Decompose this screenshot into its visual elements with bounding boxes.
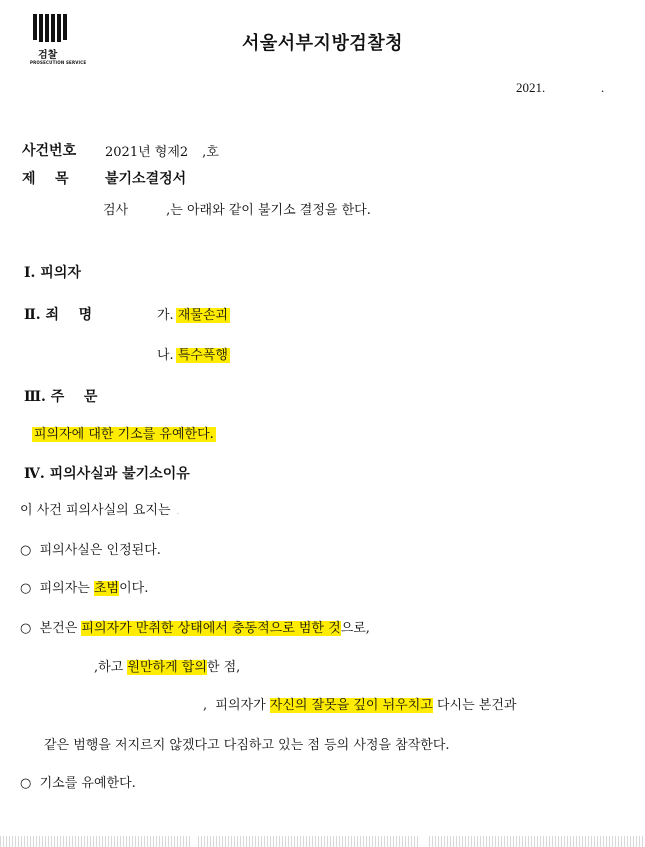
reason-pledge: 같은 범행을 저지르지 않겠다고 다짐하고 있는 점 등의 사정을 참작한다. bbox=[44, 738, 450, 753]
reason-circumstance: ○ 본건은 피의자가 만취한 상태에서 충동적으로 범한 것으로, bbox=[20, 621, 370, 636]
charge-b-text: 특수폭행 bbox=[177, 348, 228, 363]
case-number-label: 사건번호 bbox=[22, 143, 77, 159]
subject-value: 불기소결정서 bbox=[105, 171, 187, 187]
intro-prosecutor: 검사 bbox=[103, 203, 129, 218]
section-charges: Ⅱ. 죄 명 bbox=[24, 307, 93, 323]
charge-b bbox=[157, 344, 230, 363]
case-number-value bbox=[105, 141, 219, 160]
intro-text: ,는 아래와 같이 불기소 결정을 한다. bbox=[166, 203, 371, 218]
reason-suspension: ○ 기소를 유예한다. bbox=[20, 776, 136, 791]
disposition-text bbox=[32, 423, 216, 442]
section-reasons: Ⅳ. 피의사실과 불기소이유 bbox=[24, 466, 190, 482]
logo-name: 검찰 bbox=[38, 50, 58, 61]
reason-remorse: , 피의자가 자신의 잘못을 깊이 뉘우치고 다시는 본건과 bbox=[203, 698, 517, 713]
reason-settlement: ,하고 원만하게 합의한 점, bbox=[94, 660, 241, 675]
remorse-highlight: 자신의 잘못을 깊이 뉘우치고 bbox=[269, 698, 433, 713]
charge-b-prefix: 나. bbox=[157, 348, 174, 363]
charge-a-text: 재물손괴 bbox=[177, 308, 228, 323]
subject-label: 제 목 bbox=[22, 171, 69, 187]
logo-subtitle: PROSECUTION SERVICE bbox=[30, 60, 87, 65]
footer-gap bbox=[190, 836, 198, 847]
document-date: 2021. bbox=[516, 80, 546, 95]
case-number-prefix: 2021년 형제2 bbox=[105, 145, 189, 160]
section-disposition: Ⅲ. 주 문 bbox=[24, 389, 98, 405]
settlement-highlight: 원만하게 합의 bbox=[127, 660, 207, 675]
document-date-dot: . bbox=[601, 80, 605, 95]
first-offense-highlight: 초범 bbox=[93, 581, 120, 596]
circumstance-highlight: 피의자가 만취한 상태에서 충동적으로 범한 것 bbox=[81, 621, 341, 636]
section-defendant: Ⅰ. 피의자 bbox=[24, 265, 81, 281]
intro-line bbox=[103, 199, 371, 218]
reasons-lead: 이 사건 피의사실의 요지는 . bbox=[20, 503, 180, 518]
office-title: 서울서부지방검찰청 bbox=[242, 33, 403, 54]
footer-gap bbox=[420, 836, 428, 847]
reason-first-offense: ○ 피의자는 초범이다. bbox=[20, 581, 149, 596]
charge-a bbox=[157, 304, 230, 323]
charge-a-prefix: 가. bbox=[157, 308, 174, 323]
disposition-highlight: 피의자에 대한 기소를 유예한다. bbox=[34, 427, 214, 442]
scan-footer-pattern bbox=[0, 836, 645, 847]
reason-facts: ○ 피의사실은 인정된다. bbox=[20, 543, 161, 558]
case-number-suffix: ,호 bbox=[202, 145, 219, 160]
